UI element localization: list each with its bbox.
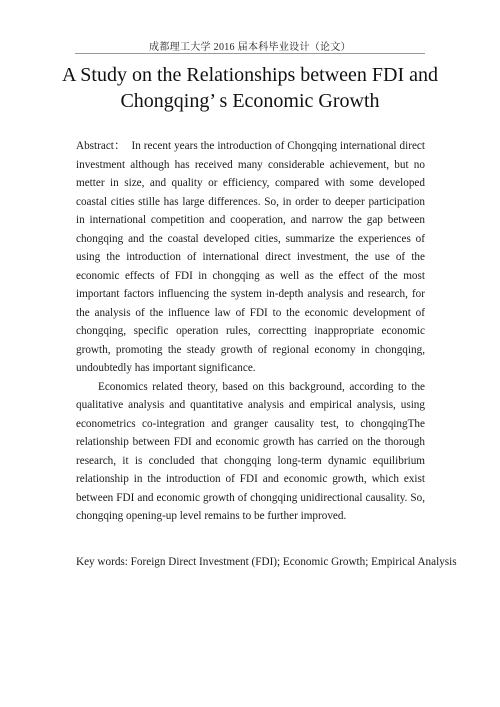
abstract-paragraph-2: Economics related theory, based on this background, according to the qualitative analysis and quantitative analysis and empirical analysis, using econometrics co-integration and granger causality test, to chongqingThe relationship between FDI and economic growth has carried on the thorough research, it is concluded that chongqing long-term dynamic equilibrium relationship in the introduction of FDI and economic growth, which exist between FDI and economic growth of chongqing unidirectional causality. So, chongqing opening-up level remains to be further improved. bbox=[76, 380, 425, 522]
title-line-2: Chongqing’ s Economic Growth bbox=[120, 90, 380, 112]
keywords-line: Key words: Foreign Direct Investment (FDI); Economic Growth; Empirical Analysis bbox=[76, 556, 457, 568]
abstract-section bbox=[76, 137, 425, 526]
abstract-paragraph-1-text: In recent years the introduction of Chongqing international direct investment although has received many considerable achievement, but no metter in size, and quality or efficiency, compared with some developed coastal cities stille has large differences. So, in order to deeper participation in international competition and cooperation, and narrow the gap between chongqing and the coastal developed cities, summarize the experiences of using the introduction of international direct investment, the use of the economic effects of FDI in chongqing as well as the effect of the most important factors influencing the system in-depth analysis and research, for the analysis of the influence law of FDI to the economic development of chongqing, specific operation rules, correctting inappropriate economic growth, promoting the steady growth of regional economy in chongqing, undoubtedly has important significance. bbox=[76, 140, 425, 374]
abstract-label: Abstract： bbox=[76, 140, 126, 152]
running-header: 成都理工大学 2016 届本科毕业设计（论文） bbox=[149, 42, 351, 53]
paper-title bbox=[40, 62, 460, 114]
title-line-1: A Study on the Relationships between FDI and bbox=[61, 64, 439, 86]
abstract-paragraph-1 bbox=[76, 137, 425, 378]
header-divider bbox=[75, 53, 425, 54]
